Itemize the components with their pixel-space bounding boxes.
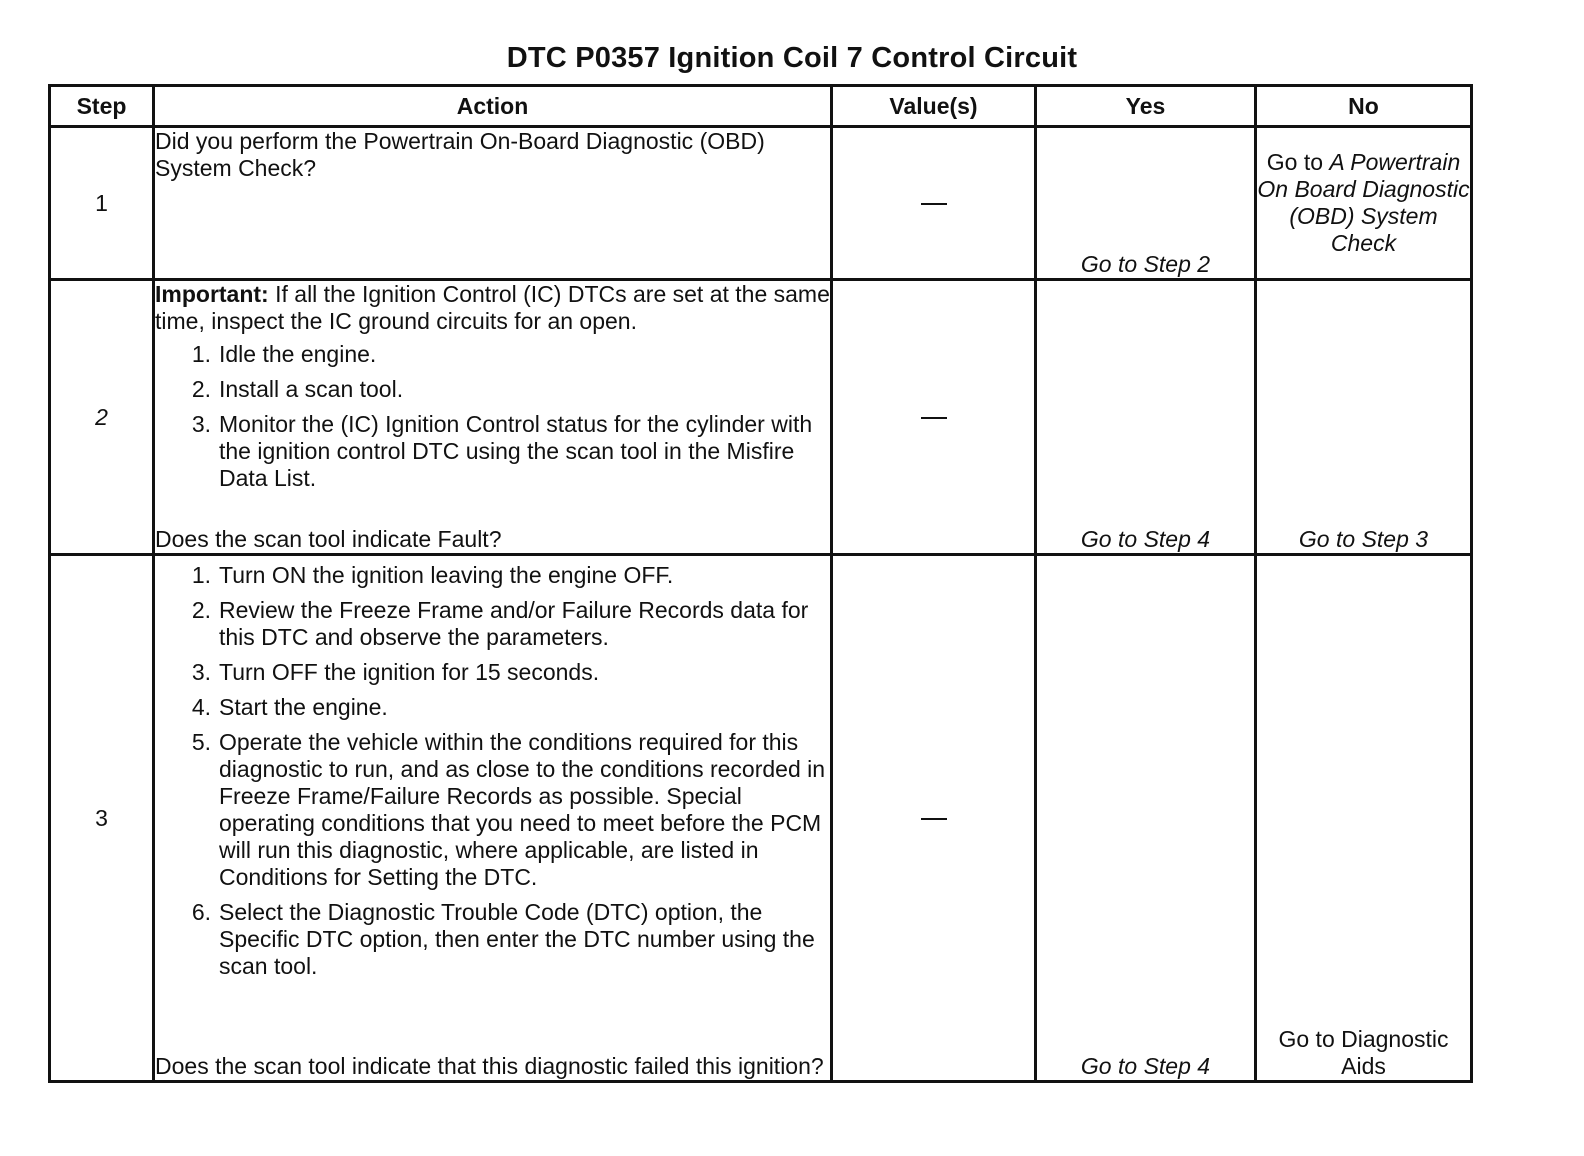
list-item	[155, 694, 830, 721]
value-cell	[832, 555, 1036, 1082]
value-cell	[832, 127, 1036, 280]
no-prefix: Go to	[1266, 149, 1324, 175]
important-text: If all the Ignition Control (IC) DTCs are set at the same time, inspect the IC ground circuits for an open.	[155, 281, 830, 334]
table-row-step-2	[50, 280, 1472, 555]
list-item-text: Start the engine.	[219, 694, 388, 720]
list-item-text: Operate the vehicle within the conditions required for this diagnostic to run, and as close to the conditions recorded in Freeze Frame/Failure Records as possible. Special operating conditions that you need to meet before the PCM will run this diagnostic, where applicable, are listed in Conditions for Setting the DTC.	[219, 729, 826, 890]
header-yes: Yes	[1036, 86, 1256, 127]
important-label: Important:	[155, 281, 269, 307]
list-item-number: 2.	[191, 597, 211, 623]
action-question: Does the scan tool indicate Fault?	[155, 526, 502, 552]
list-item	[155, 899, 830, 980]
action-cell	[154, 555, 832, 1082]
list-item-text: Install a scan tool.	[219, 376, 404, 402]
value-dash	[921, 203, 947, 205]
action-cell	[154, 280, 832, 555]
step-number: 1	[50, 127, 154, 280]
list-item	[155, 341, 830, 368]
page-title: DTC P0357 Ignition Coil 7 Control Circuit	[506, 42, 1078, 74]
list-item-number: 3.	[191, 411, 211, 437]
list-item	[155, 729, 830, 891]
list-item-number: 4.	[191, 694, 211, 720]
step-number: 2	[50, 280, 154, 555]
value-dash	[921, 818, 947, 820]
list-item-number: 6.	[191, 899, 211, 925]
header-no: No	[1256, 86, 1472, 127]
list-item-number: 5.	[191, 729, 211, 755]
header-row	[50, 86, 1472, 127]
value-dash	[921, 417, 947, 419]
no-cell[interactable]	[1256, 127, 1472, 280]
table-row-step-1	[50, 127, 1472, 280]
procedure-list	[155, 341, 830, 500]
list-item	[155, 376, 830, 403]
list-item-text: Idle the engine.	[219, 341, 377, 367]
list-item-text: Monitor the (IC) Ignition Control status for the cylinder with the ignition control DTC using the scan tool in the Misfire Data List.	[219, 411, 813, 491]
list-item	[155, 597, 830, 651]
list-item-number: 2.	[191, 376, 211, 402]
action-cell	[154, 127, 832, 280]
important-note	[155, 281, 830, 335]
diagnostic-table	[48, 84, 1473, 1083]
list-item	[155, 411, 830, 492]
list-item-text: Turn OFF the ignition for 15 seconds.	[219, 659, 600, 685]
list-item-number: 3.	[191, 659, 211, 685]
step-number: 3	[50, 555, 154, 1082]
list-item-text: Review the Freeze Frame and/or Failure Records data for this DTC and observe the parameters.	[219, 597, 809, 650]
yes-cell[interactable]: Go to Step 4	[1036, 280, 1256, 555]
list-item-number: 1.	[191, 562, 211, 588]
header-action: Action	[154, 86, 832, 127]
action-question: Did you perform the Powertrain On-Board Diagnostic (OBD) System Check?	[155, 128, 765, 181]
procedure-list	[155, 562, 830, 988]
list-item	[155, 562, 830, 589]
yes-cell[interactable]: Go to Step 4	[1036, 555, 1256, 1082]
no-cell[interactable]: Go to Diagnostic Aids	[1256, 555, 1472, 1082]
value-cell	[832, 280, 1036, 555]
header-step: Step	[50, 86, 154, 127]
table-row-step-3	[50, 555, 1472, 1082]
list-item-text: Select the Diagnostic Trouble Code (DTC) option, the Specific DTC option, then enter the DTC number using the scan tool.	[219, 899, 815, 979]
list-item-number: 1.	[191, 341, 211, 367]
list-item-text: Turn ON the ignition leaving the engine OFF.	[219, 562, 674, 588]
list-item	[155, 659, 830, 686]
no-cell[interactable]: Go to Step 3	[1256, 280, 1472, 555]
no-link[interactable]: A Powertrain On Board Diagnostic (OBD) System Check	[1257, 149, 1470, 256]
action-question: Does the scan tool indicate that this diagnostic failed this ignition?	[155, 1053, 824, 1079]
header-values: Value(s)	[832, 86, 1036, 127]
yes-cell[interactable]: Go to Step 2	[1036, 127, 1256, 280]
